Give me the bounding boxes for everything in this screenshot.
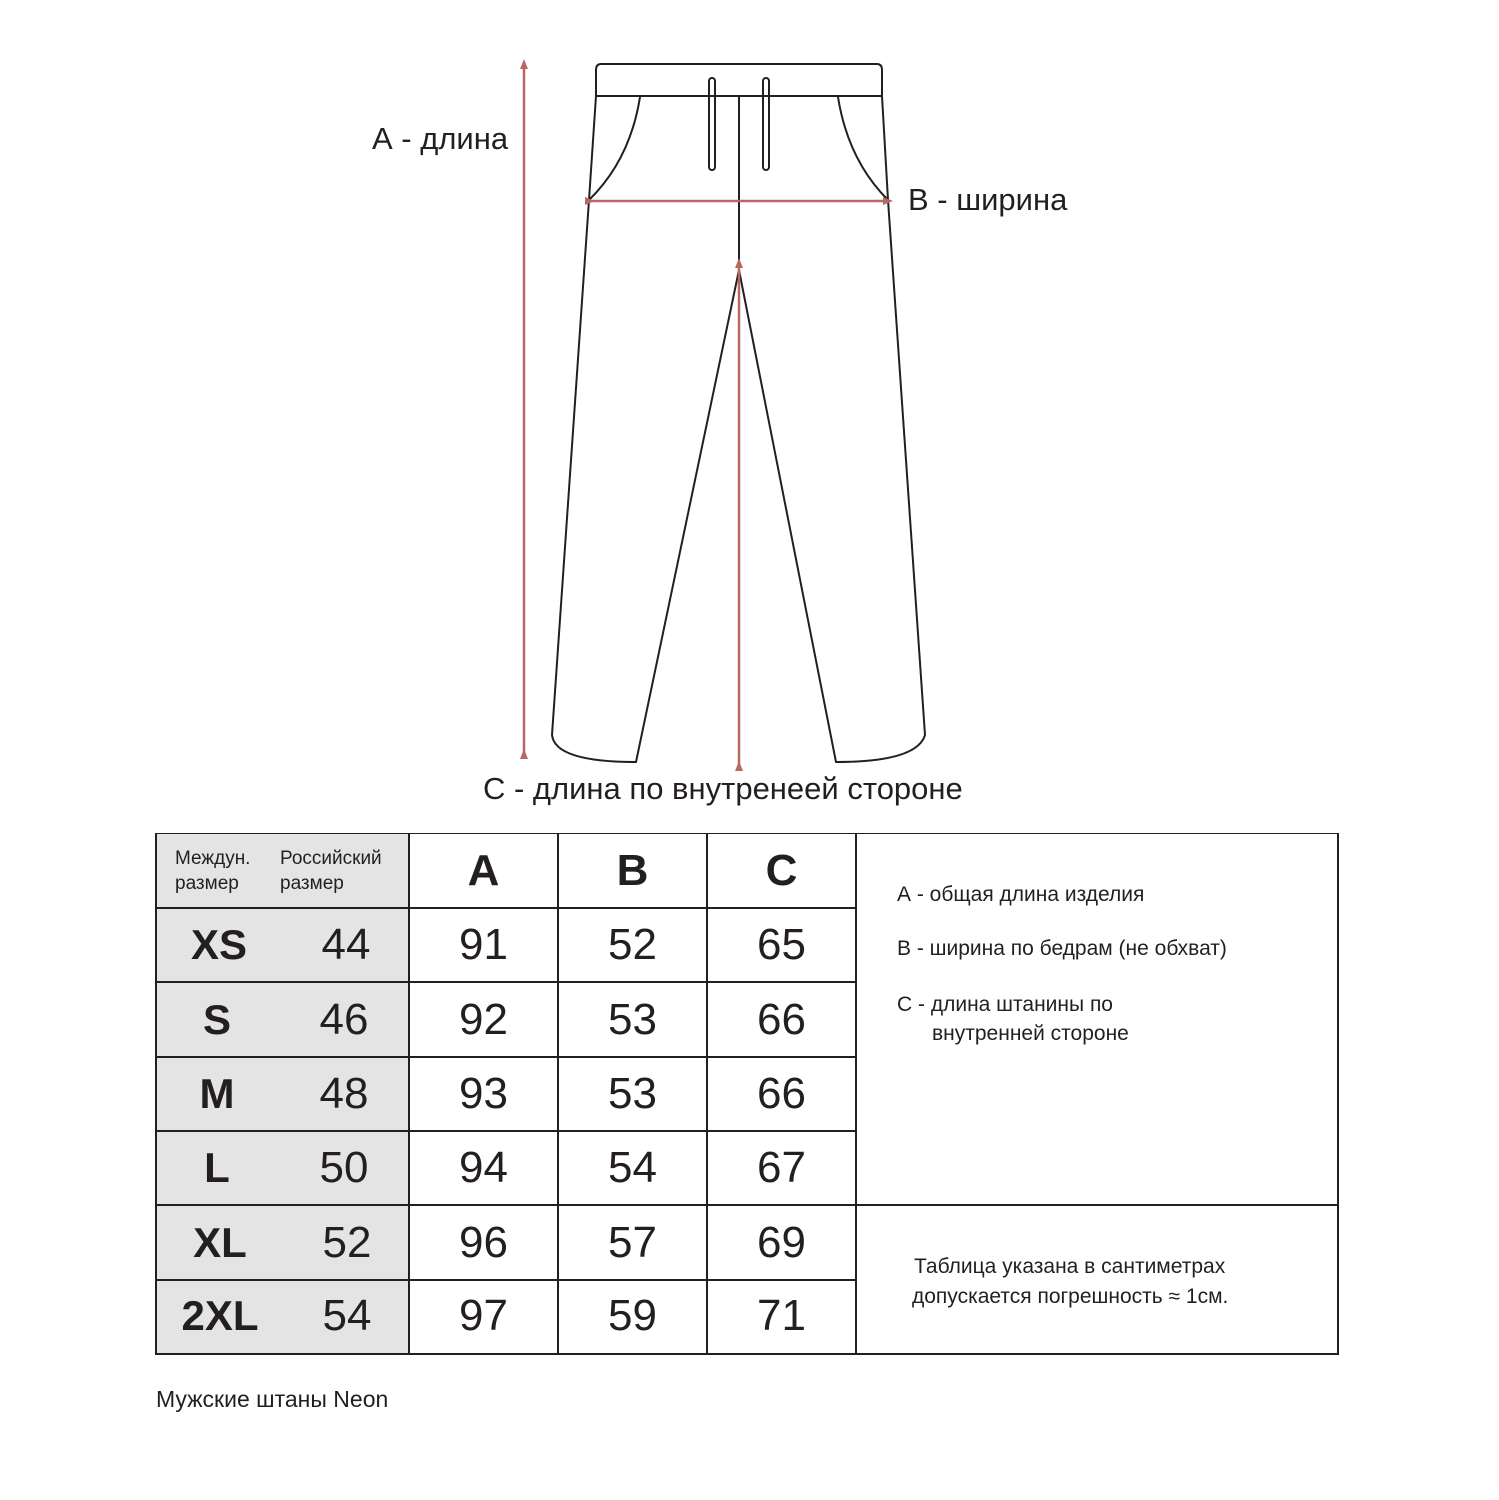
value-a: 93 [459, 1069, 508, 1118]
header-ru-line1: Российский [280, 848, 382, 869]
value-a: 97 [459, 1291, 508, 1340]
ru-size: 52 [322, 1217, 372, 1267]
header-col-a: A [467, 845, 500, 895]
label-b-width: В - ширина [908, 182, 1068, 217]
value-b: 52 [608, 920, 657, 969]
value-c: 66 [757, 994, 806, 1044]
value-b: 53 [608, 1069, 657, 1118]
left-drawstring [709, 78, 715, 170]
left-pocket [589, 97, 640, 200]
header-intl-size [175, 833, 280, 908]
table-border-left [155, 833, 157, 1355]
header-ru-line2: размер [280, 873, 344, 894]
intl-size: XL [193, 1218, 247, 1266]
intl-size: S [202, 995, 231, 1043]
col-divider [855, 833, 857, 1355]
legend-c-line2: внутренней стороне [932, 1022, 1129, 1045]
value-c: 69 [757, 1217, 806, 1267]
legend-c-line1: С - длина штанины по [897, 993, 1113, 1016]
header-intl-line2: размер [175, 873, 239, 894]
row-divider [155, 1279, 856, 1281]
value-a: 94 [459, 1143, 508, 1192]
right-drawstring [763, 78, 769, 170]
value-c: 65 [757, 920, 806, 969]
product-title: Мужские штаны Neon [156, 1386, 389, 1412]
size-table [155, 833, 1339, 1355]
measure-arrows [524, 64, 888, 766]
legend-a: А - общая длина изделия [897, 883, 1145, 906]
intl-size: XS [190, 921, 248, 968]
header-col-b: B [616, 845, 649, 895]
value-c: 67 [757, 1143, 806, 1192]
waistband [596, 64, 882, 96]
intl-size: L [204, 1144, 230, 1191]
value-b: 54 [608, 1143, 657, 1192]
col-divider [706, 833, 708, 1355]
value-a: 96 [459, 1217, 508, 1267]
units-note-line2: допускается погрешность ≈ 1см. [912, 1285, 1229, 1308]
table-border-top [155, 833, 1339, 834]
table-border-right [1337, 833, 1339, 1355]
row-divider [155, 1204, 1339, 1206]
row-divider [155, 1130, 856, 1132]
header-intl-line1: Междун. [175, 848, 251, 869]
row-divider [155, 907, 856, 909]
ru-size: 50 [319, 1143, 369, 1192]
value-c: 71 [757, 1291, 806, 1340]
value-a: 91 [459, 920, 508, 969]
ru-size: 48 [319, 1069, 369, 1118]
intl-size: M [199, 1070, 235, 1117]
intl-size: 2XL [181, 1292, 259, 1339]
value-b: 59 [608, 1291, 657, 1340]
value-b: 57 [608, 1217, 657, 1267]
table-border-bottom [155, 1353, 1339, 1355]
header-col-c: C [765, 845, 798, 895]
label-c-inseam: С - длина по внутренеей стороне [483, 771, 963, 806]
row-divider [155, 981, 856, 983]
row-divider [155, 1056, 856, 1058]
label-a-length: А - длина [372, 121, 509, 156]
header-ru-size [280, 833, 409, 908]
value-c: 66 [757, 1069, 806, 1118]
col-divider [408, 833, 410, 1355]
ru-size: 46 [319, 994, 369, 1044]
legend-b: В - ширина по бедрам (не обхват) [897, 937, 1227, 960]
units-note-line1: Таблица указана в сантиметрах [914, 1255, 1226, 1278]
ru-size: 44 [321, 920, 371, 969]
right-pocket [838, 97, 888, 200]
value-b: 53 [608, 994, 657, 1044]
col-divider [557, 833, 559, 1355]
value-a: 92 [459, 994, 508, 1044]
ru-size: 54 [322, 1291, 372, 1340]
